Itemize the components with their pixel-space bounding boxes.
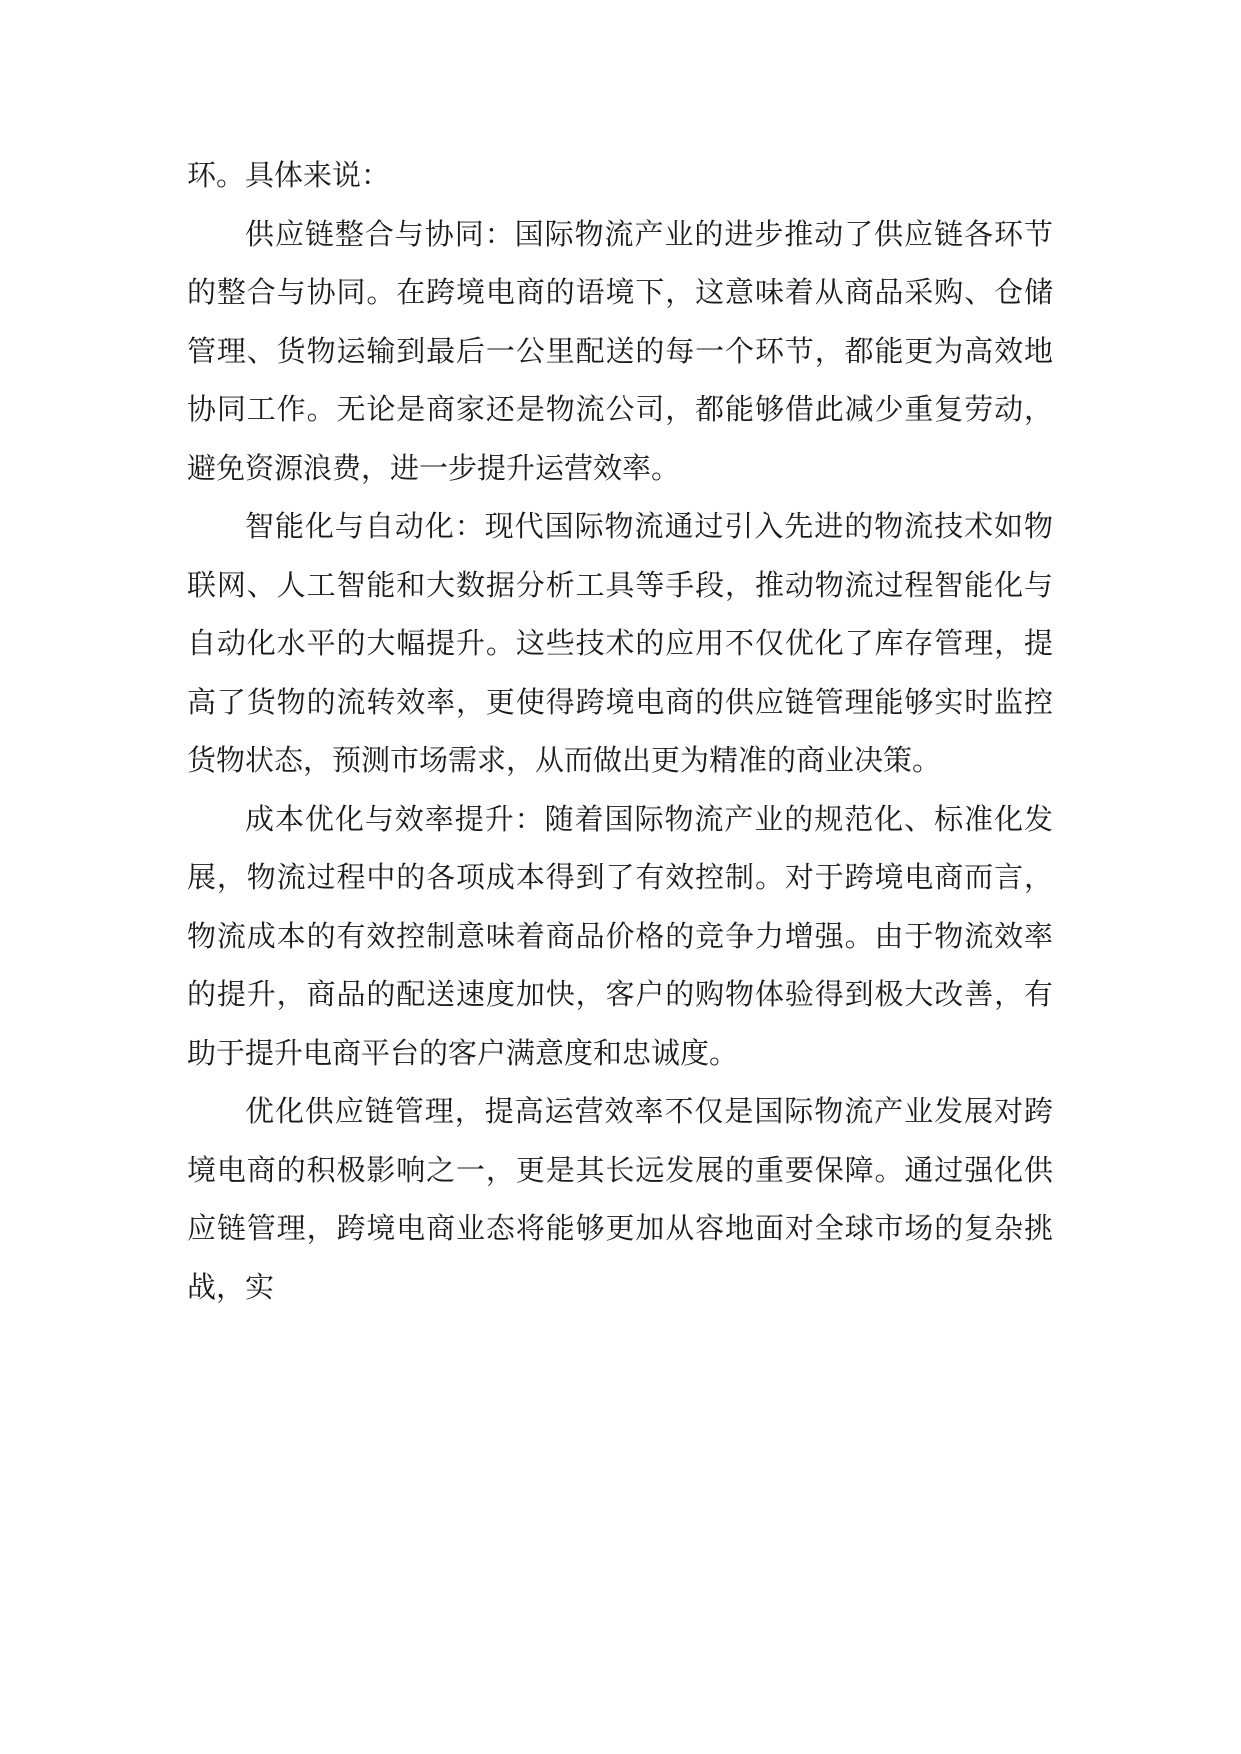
paragraph-intelligence-automation: 智能化与自动化：现代国际物流通过引入先进的物流技术如物联网、人工智能和大数据分析工具等手段，推动物流过程智能化与自动化水平的大幅提升。这些技术的应用不仅优化了库存管理，提高了货物的流转效率，更使得跨境电商的供应链管理能够实时监控货物状态，预测市场需求，从而做出更为精准的商业决策。	[187, 509, 1053, 777]
body-text	[187, 146, 1053, 1316]
paragraph-continuation: 环。具体来说：	[187, 158, 391, 192]
paragraph-supply-chain-integration: 供应链整合与协同：国际物流产业的进步推动了供应链各环节的整合与协同。在跨境电商的语境下，这意味着从商品采购、仓储管理、货物运输到最后一公里配送的每一个环节，都能更为高效地协同工作。无论是商家还是物流公司，都能够借此减少重复劳动，避免资源浪费，进一步提升运营效率。	[187, 216, 1053, 485]
paragraph-summary: 优化供应链管理，提高运营效率不仅是国际物流产业发展对跨境电商的积极影响之一，更是其长远发展的重要保障。通过强化供应链管理，跨境电商业态将能够更加从容地面对全球市场的复杂挑战，实	[187, 1094, 1053, 1304]
paragraph-cost-optimization: 成本优化与效率提升：随着国际物流产业的规范化、标准化发展，物流过程中的各项成本得到了有效控制。对于跨境电商而言，物流成本的有效控制意味着商品价格的竞争力增强。由于物流效率的提升，商品的配送速度加快，客户的购物体验得到极大改善，有助于提升电商平台的客户满意度和忠诚度。	[187, 801, 1053, 1070]
